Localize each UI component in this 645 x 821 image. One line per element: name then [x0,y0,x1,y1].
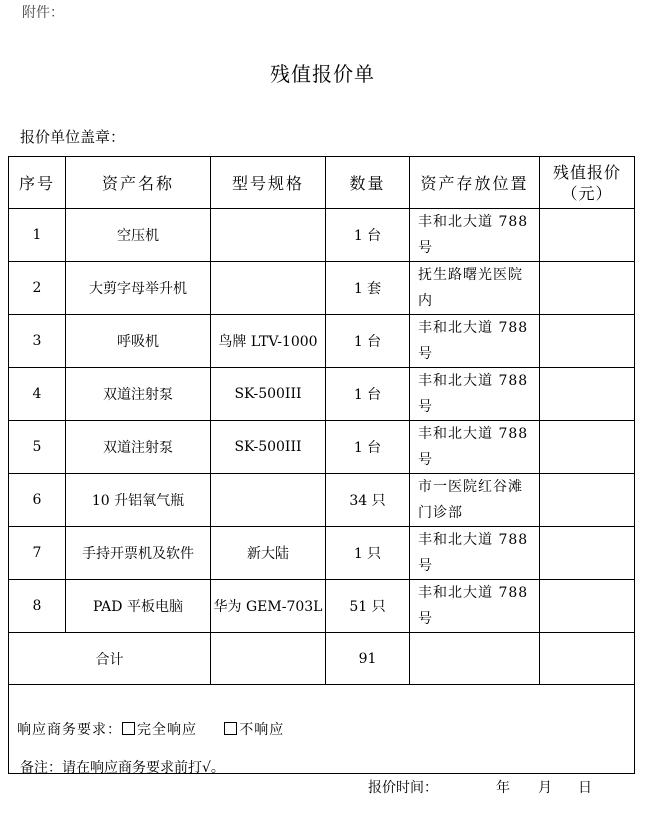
cell-name: 呼吸机 [66,315,211,368]
quote-table [8,156,635,774]
cell-qty: 51 只 [326,580,410,633]
cell-name: 手持开票机及软件 [66,527,211,580]
footer-note: 备注：请在响应商务要求前打√。 [20,760,225,776]
price-header-line1: 残值报价 [552,162,621,182]
quote-time [368,777,592,797]
attachment-label: 附件： [22,5,64,21]
checkbox-no-response[interactable] [224,722,237,735]
cell-no: 1 [9,209,66,262]
cell-location: 市一医院红谷滩门诊部 [410,474,540,527]
cell-model: 华为 GEM-703L [211,580,326,633]
cell-name: 大剪字母举升机 [66,262,211,315]
cell-location: 丰和北大道 788 号 [410,421,540,474]
cell-qty: 1 台 [326,368,410,421]
cell-no: 4 [9,368,66,421]
total-model-cell [211,633,326,685]
option-full-label: 完全响应 [137,722,197,738]
cell-no: 3 [9,315,66,368]
cell-price[interactable] [540,474,635,527]
cell-qty: 1 台 [326,209,410,262]
cell-model [211,209,326,262]
cell-location: 丰和北大道 788 号 [410,209,540,262]
price-header-line2: （元） [561,183,613,203]
total-location-cell [410,633,540,685]
cell-no: 7 [9,527,66,580]
cell-model: 鸟牌 LTV-1000 [211,315,326,368]
table-row [9,209,635,262]
cell-location: 丰和北大道 788 号 [410,315,540,368]
cell-price[interactable] [540,527,635,580]
cell-qty: 1 台 [326,421,410,474]
cell-location: 丰和北大道 788 号 [410,580,540,633]
cell-no: 5 [9,421,66,474]
cell-model: 新大陆 [211,527,326,580]
cell-location: 丰和北大道 788 号 [410,527,540,580]
table-row [9,421,635,474]
col-header-location: 资产存放位置 [410,157,540,209]
cell-no: 6 [9,474,66,527]
quote-time-label: 报价时间： [368,780,438,796]
cell-qty: 34 只 [326,474,410,527]
table-row [9,527,635,580]
table-row [9,474,635,527]
cell-model: SK-500III [211,421,326,474]
cell-model [211,262,326,315]
cell-qty: 1 套 [326,262,410,315]
cell-price[interactable] [540,580,635,633]
table-row [9,580,635,633]
page-title: 残值报价单 [270,62,375,86]
table-row [9,262,635,315]
cell-location: 抚生路曙光医院内 [410,262,540,315]
cell-location: 丰和北大道 788 号 [410,368,540,421]
month-label: 月 [538,780,552,796]
col-header-name: 资产名称 [66,157,211,209]
cell-price[interactable] [540,209,635,262]
col-header-no: 序号 [9,157,66,209]
table-header-row [9,157,635,209]
stamp-label: 报价单位盖章： [20,128,126,146]
cell-price[interactable] [540,315,635,368]
cell-price[interactable] [540,368,635,421]
cell-name: 双道注射泵 [66,368,211,421]
total-price-cell[interactable] [540,633,635,685]
cell-qty: 1 只 [326,527,410,580]
cell-model: SK-500III [211,368,326,421]
table-row [9,368,635,421]
total-row [9,633,635,685]
cell-name: PAD 平板电脑 [66,580,211,633]
col-header-model: 型号规格 [211,157,326,209]
cell-model [211,474,326,527]
cell-name: 空压机 [66,209,211,262]
col-header-price [540,157,635,209]
day-label: 日 [578,780,592,796]
cell-qty: 1 台 [326,315,410,368]
cell-name: 双道注射泵 [66,421,211,474]
total-label: 合计 [9,633,211,685]
cell-price[interactable] [540,262,635,315]
col-header-qty: 数量 [326,157,410,209]
cell-name: 10 升铝氧气瓶 [66,474,211,527]
table-row [9,315,635,368]
cell-no: 8 [9,580,66,633]
option-none-label: 不响应 [239,722,285,738]
checkbox-full-response[interactable] [122,722,135,735]
total-qty: 91 [326,633,410,685]
year-label: 年 [496,780,510,796]
response-label: 响应商务要求： [17,722,122,738]
cell-no: 2 [9,262,66,315]
cell-price[interactable] [540,421,635,474]
